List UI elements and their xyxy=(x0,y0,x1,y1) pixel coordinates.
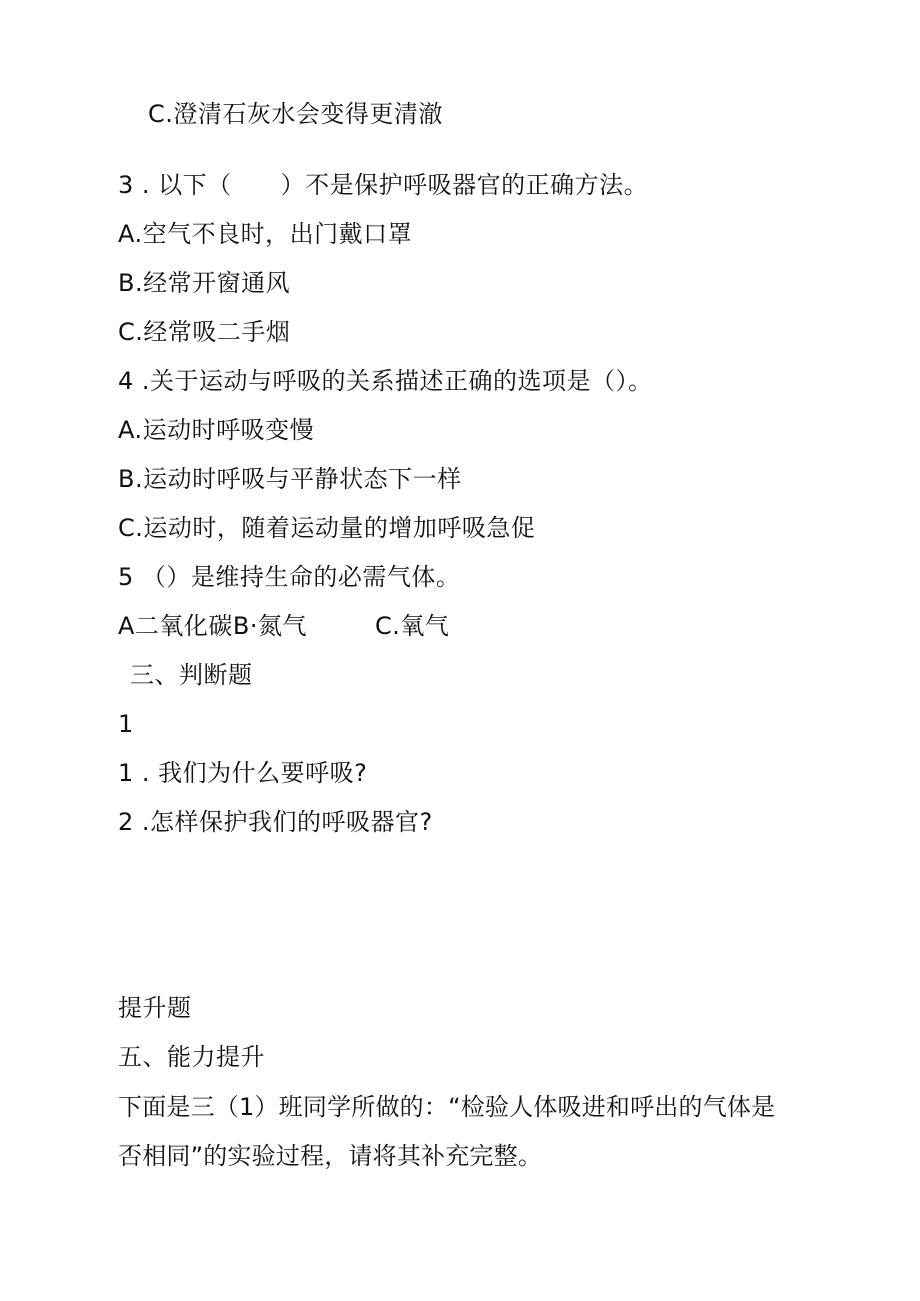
q5-options-a-b: A二氧化碳B·氮气 xyxy=(118,612,308,640)
q4-option-a: A.运动时呼吸变慢 xyxy=(118,416,315,444)
section-judgement-title: 三、判断题 xyxy=(130,661,253,689)
q4-option-c: C.运动时，随着运动量的增加呼吸急促 xyxy=(118,514,536,542)
q2-option-c: C.澄清石灰水会变得更清澈 xyxy=(148,100,443,128)
q5-option-c: C.氧气 xyxy=(375,612,450,640)
experiment-intro-line-2: 否相同”的实验过程，请将其补充完整。 xyxy=(118,1142,543,1170)
ability-improvement-title: 五、能力提升 xyxy=(118,1043,265,1071)
advanced-questions-title: 提升题 xyxy=(118,994,192,1022)
short-answer-2: 2 .怎样保护我们的呼吸器官? xyxy=(118,808,433,836)
question-3: 3 . 以下（ ）不是保护呼吸器官的正确方法。 xyxy=(118,171,649,199)
question-5: 5 （）是维持生命的必需气体。 xyxy=(118,563,461,591)
experiment-intro-line-1: 下面是三（1）班同学所做的：“检验人体吸进和呼出的气体是 xyxy=(118,1093,776,1121)
q3-option-c: C.经常吸二手烟 xyxy=(118,318,291,346)
judgement-number: 1 xyxy=(118,710,134,738)
question-4: 4 .关于运动与呼吸的关系描述正确的选项是（）。 xyxy=(118,367,653,395)
q4-option-b: B.运动时呼吸与平静状态下一样 xyxy=(118,465,462,493)
short-answer-1: 1 . 我们为什么要呼吸? xyxy=(118,759,368,787)
q3-option-a: A.空气不良时，出门戴口罩 xyxy=(118,220,413,248)
q3-option-b: B.经常开窗通风 xyxy=(118,269,291,297)
